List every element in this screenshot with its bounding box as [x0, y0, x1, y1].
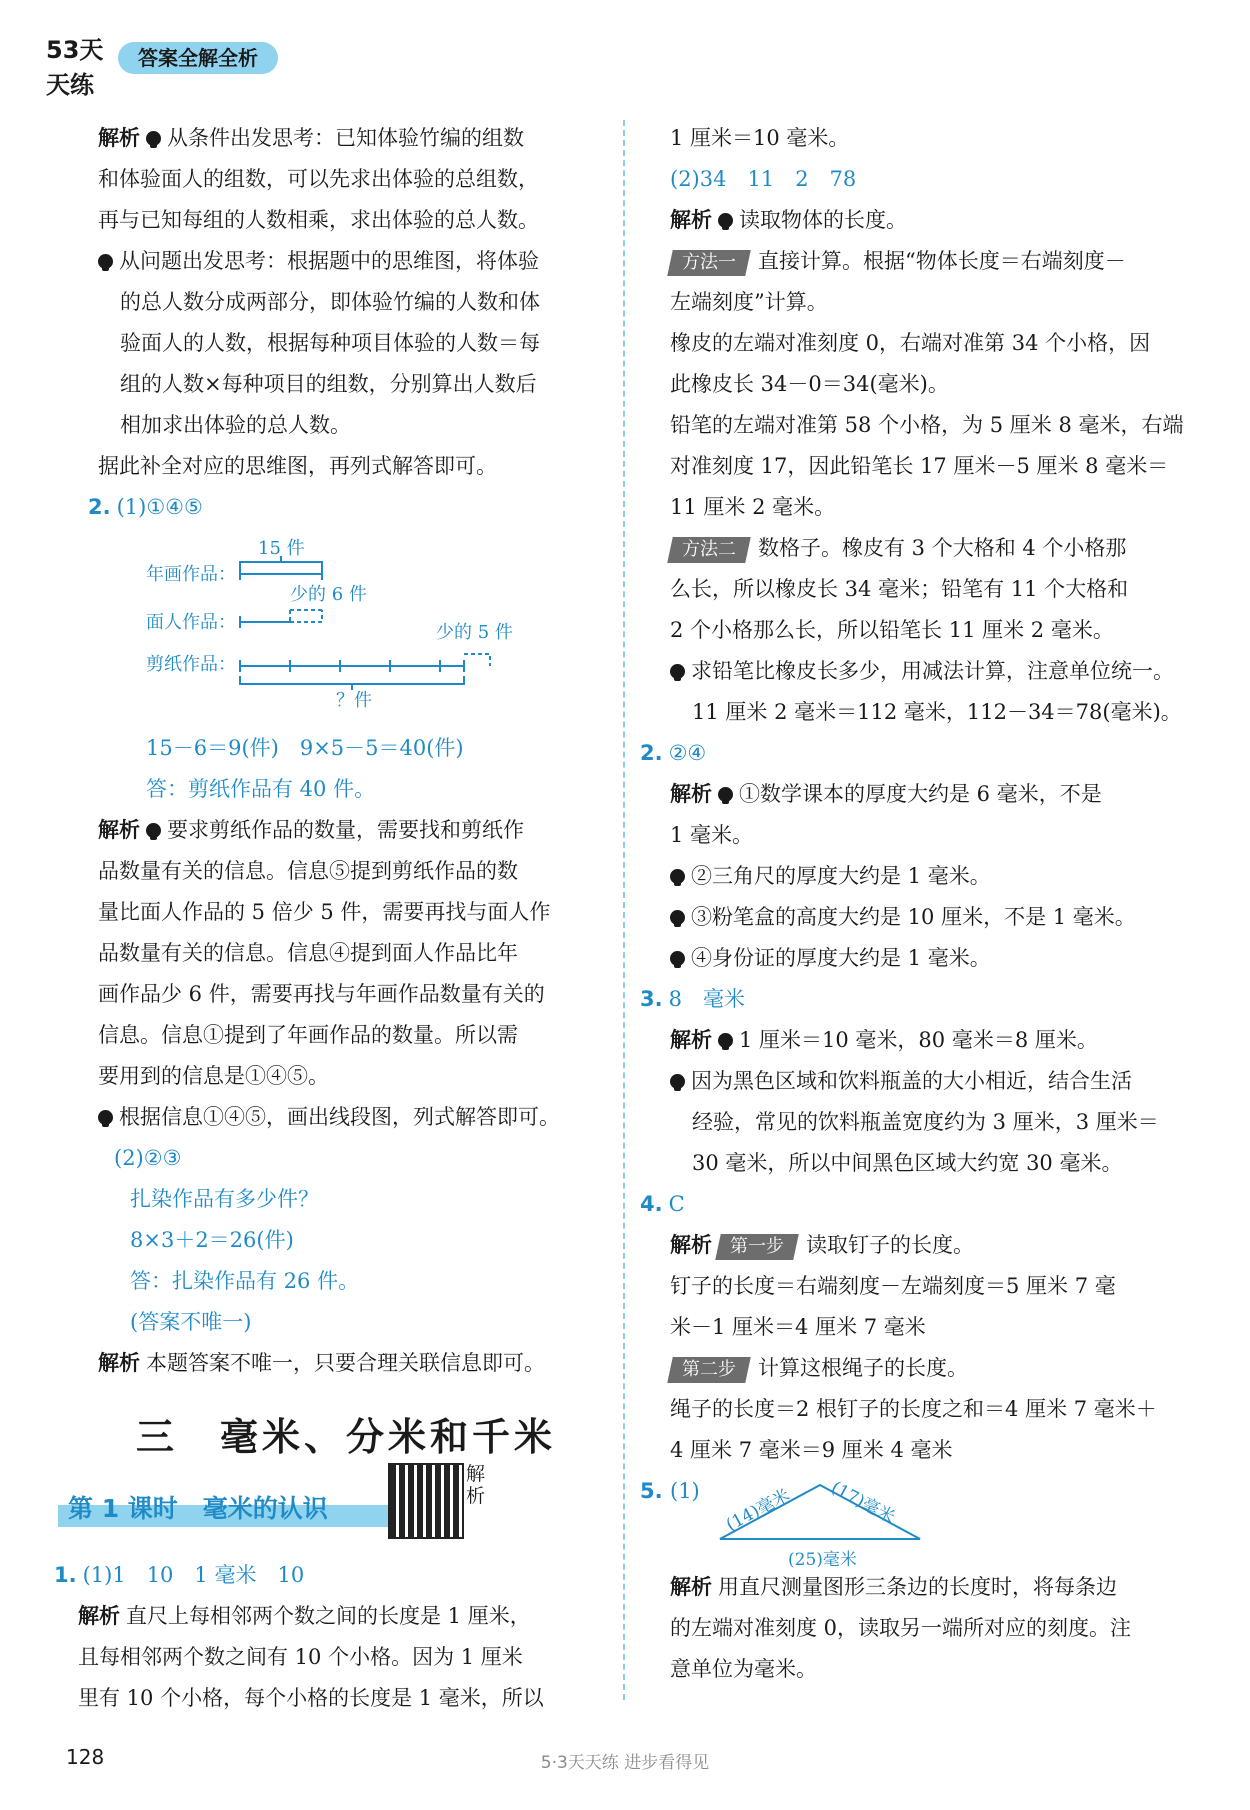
chapter-title: 三 毫米、分米和千米 — [136, 1415, 557, 1459]
tri-left-label: (14)毫米 — [722, 1485, 794, 1536]
text-line: 方法一 直接计算。根据“物体长度＝右端刻度－ — [670, 241, 1180, 282]
text-line: 解析 本题答案不唯一，只要合理关联信息即可。 — [98, 1351, 545, 1375]
text-line: 对准刻度 17，因此铅笔长 17 厘米－5 厘米 8 毫米＝ — [670, 454, 1169, 478]
text-line: ②三角尺的厚度大约是 1 毫米。 — [670, 856, 1180, 897]
column-divider — [623, 120, 625, 1700]
text-line: 铅笔的左端对准第 58 个小格，为 5 厘米 8 毫米，右端 — [670, 413, 1184, 437]
text-line: 要用到的信息是①④⑤。 — [98, 1064, 329, 1088]
question-3: 3. 8 毫米 — [640, 987, 745, 1011]
text-line: 的左端对准刻度 0，读取另一端所对应的刻度。注 — [670, 1616, 1132, 1640]
text-line: 经验，常见的饮料瓶盖宽度约为 3 厘米，3 厘米＝ — [692, 1110, 1159, 1134]
text-line: 解析 第一步 读取钉子的长度。 — [670, 1225, 1180, 1266]
bulb-icon — [670, 1074, 685, 1089]
question-2: 2. (1)①④⑤ — [88, 495, 203, 519]
text-line: 1 厘米＝10 毫米。 — [670, 126, 850, 150]
lesson-title: 第 1 课时 毫米的认识 — [68, 1494, 328, 1523]
text-line: 解析 直尺上每相邻两个数之间的长度是 1 厘米， — [78, 1604, 531, 1628]
step-tag: 第二步 — [667, 1357, 751, 1383]
text-line: 解析 要求剪纸作品的数量，需要找和剪纸作 — [98, 818, 524, 842]
question-5 — [640, 1471, 1180, 1570]
analysis-label: 解析 — [670, 208, 712, 232]
text-line: 量比面人作品的 5 倍少 5 件，需要再找与面人作 — [98, 900, 551, 924]
analysis-label: 解析 — [98, 1351, 140, 1375]
text-line: 根据信息①④⑤，画出线段图，列式解答即可。 — [98, 1097, 598, 1138]
bulb-icon — [146, 823, 161, 838]
text-line: 此橡皮长 34－0＝34(毫米)。 — [670, 372, 949, 396]
line-segment-diagram — [146, 534, 598, 724]
analysis-label: 解析 — [78, 1604, 120, 1628]
text-line: 求铅笔比橡皮长多少，用减法计算，注意单位统一。 — [670, 651, 1180, 692]
tri-right-label: (17)毫米 — [827, 1477, 898, 1528]
answer-line: (2)34 11 2 78 — [670, 167, 857, 191]
bulb-icon — [670, 910, 685, 925]
text-line: 方法二 数格子。橡皮有 3 个大格和 4 个小格那 — [670, 528, 1180, 569]
answer-line: 8×3＋2＝26(件) — [130, 1228, 294, 1252]
text-line: 解析 ①数学课本的厚度大约是 6 毫米，不是 — [670, 782, 1102, 806]
tri-bottom-label: (25)毫米 — [788, 1550, 857, 1570]
bulb-icon — [98, 254, 113, 269]
analysis-label: 解析 — [98, 818, 140, 842]
answer-line: (答案不唯一) — [130, 1310, 252, 1334]
analysis-label: 解析 — [98, 126, 140, 150]
text-line: 解析 从条件出发思考：已知体验竹编的组数 — [98, 126, 524, 150]
right-column — [640, 118, 1184, 1690]
text-line: 11 厘米 2 毫米。 — [670, 495, 836, 519]
analysis-label: 解析 — [670, 1028, 712, 1052]
text-line: 2 个小格那么长，所以铅笔长 11 厘米 2 毫米。 — [670, 618, 1114, 642]
bulb-icon — [670, 951, 685, 966]
analysis-label: 解析 — [670, 1233, 712, 1257]
bulb-icon — [718, 213, 733, 228]
question-number: 3. — [640, 987, 663, 1011]
question-number: 1. — [54, 1563, 77, 1587]
text-line: 米－1 厘米＝4 厘米 7 毫米 — [670, 1315, 926, 1339]
text-line: 再与已知每组的人数相乘，求出体验的总人数。 — [98, 208, 539, 232]
text-line: 解析 用直尺测量图形三条边的长度时，将每条边 — [670, 1575, 1117, 1599]
text-line: 从问题出发思考：根据题中的思维图，将体验 — [98, 241, 598, 282]
row-label-jianzhi: 剪纸作品： — [146, 654, 236, 675]
question-number: 4. — [640, 1192, 663, 1216]
text-line: 左端刻度”计算。 — [670, 290, 828, 314]
bulb-icon — [670, 869, 685, 884]
bulb-icon — [146, 131, 161, 146]
text-line: ③粉笔盒的高度大约是 10 厘米，不是 1 毫米。 — [670, 897, 1180, 938]
bulb-icon — [718, 1033, 733, 1048]
text-line: 组的人数×每种项目的组数，分别算出人数后 — [120, 372, 537, 396]
text-line: 1 毫米。 — [670, 823, 754, 847]
text-line: ④身份证的厚度大约是 1 毫米。 — [670, 938, 1180, 979]
diagram-svg — [146, 534, 586, 724]
label-less6: 少的 6 件 — [290, 584, 367, 605]
bulb-icon — [98, 1110, 113, 1125]
question-4: 4. C — [640, 1192, 685, 1216]
left-column — [54, 118, 598, 1719]
text-line: 且每相邻两个数之间有 10 个小格。因为 1 厘米 — [78, 1645, 523, 1669]
question-number: 5. — [640, 1479, 663, 1503]
text-line: 里有 10 个小格，每个小格的长度是 1 毫米，所以 — [78, 1686, 544, 1710]
text-line: 品数量有关的信息。信息④提到面人作品比年 — [98, 941, 518, 965]
question-1: 1. (1)1 10 1 毫米 10 — [54, 1563, 305, 1587]
label-less5: 少的 5 件 — [436, 622, 513, 643]
answer-line: 扎染作品有多少件？ — [130, 1187, 319, 1211]
label-question: ？件 — [336, 690, 372, 711]
lesson-header — [58, 1463, 598, 1541]
method-tag: 方法一 — [667, 250, 751, 276]
bulb-icon — [670, 664, 685, 679]
bulb-icon — [718, 787, 733, 802]
text-line: 绳子的长度＝2 根钉子的长度之和＝4 厘米 7 毫米＋ — [670, 1397, 1157, 1421]
text-line: 11 厘米 2 毫米＝112 毫米，112－34＝78(毫米)。 — [692, 700, 1182, 724]
text-line: 橡皮的左端对准刻度 0，右端对准第 34 个小格，因 — [670, 331, 1151, 355]
label-15: 15 件 — [258, 538, 305, 559]
step-tag: 第一步 — [715, 1234, 799, 1260]
text-line: 30 毫米，所以中间黑色区域大约宽 30 毫米。 — [692, 1151, 1123, 1175]
text-line: 么长，所以橡皮长 34 毫米；铅笔有 11 个大格和 — [670, 577, 1129, 601]
triangle-figure — [700, 1475, 940, 1575]
text-line: 品数量有关的信息。信息⑤提到剪纸作品的数 — [98, 859, 518, 883]
question-number: 2. — [640, 741, 663, 765]
text-line: 因为黑色区域和饮料瓶盖的大小相近，结合生活 — [670, 1061, 1180, 1102]
analysis-label: 解析 — [670, 782, 712, 806]
question-number: 2. — [88, 495, 111, 519]
text-line: 据此补全对应的思维图，再列式解答即可。 — [98, 454, 497, 478]
method-tag: 方法二 — [667, 537, 751, 563]
answer-part: (1) — [670, 1479, 700, 1503]
qr-code-icon[interactable] — [388, 1463, 464, 1539]
text-line: 画作品少 6 件，需要再找与年画作品数量有关的 — [98, 982, 545, 1006]
header-title: 答案全解全析 — [118, 42, 278, 74]
row-label-mianren: 面人作品： — [146, 612, 236, 633]
text-line: 的总人数分成两部分，即体验竹编的人数和体 — [120, 290, 540, 314]
text-line: 和体验面人的组数，可以先求出体验的总组数， — [98, 167, 539, 191]
text-line: 验面人的人数，根据每种项目体验的人数＝每 — [120, 331, 540, 355]
answer-line: (2)②③ — [114, 1146, 182, 1170]
question-2: 2. ②④ — [640, 741, 707, 765]
text-line: 钉子的长度＝右端刻度－左端刻度＝5 厘米 7 毫 — [670, 1274, 1116, 1298]
qr-note: 解析 — [466, 1463, 486, 1507]
text-line: 相加求出体验的总人数。 — [120, 413, 351, 437]
logo: 53天天练 — [46, 36, 104, 99]
footer-slogan: 5·3天天练 进步看得见 — [540, 1753, 710, 1773]
answer-line: 答：剪纸作品有 40 件。 — [146, 777, 376, 801]
text-line: 解析 读取物体的长度。 — [670, 208, 907, 232]
answer-line: 答：扎染作品有 26 件。 — [130, 1269, 360, 1293]
analysis-label: 解析 — [670, 1575, 712, 1599]
text-line: 信息。信息①提到了年画作品的数量。所以需 — [98, 1023, 518, 1047]
text-line: 第二步 计算这根绳子的长度。 — [670, 1348, 1180, 1389]
page-number: 128 — [66, 1745, 105, 1769]
calculation: 15－6＝9(件) 9×5－5＝40(件) — [146, 736, 464, 760]
text-line: 意单位为毫米。 — [670, 1657, 817, 1681]
text-line: 4 厘米 7 毫米＝9 厘米 4 毫米 — [670, 1438, 953, 1462]
text-line: 解析 1 厘米＝10 毫米，80 毫米＝8 厘米。 — [670, 1028, 1098, 1052]
row-label-nianhua: 年画作品： — [146, 564, 236, 585]
